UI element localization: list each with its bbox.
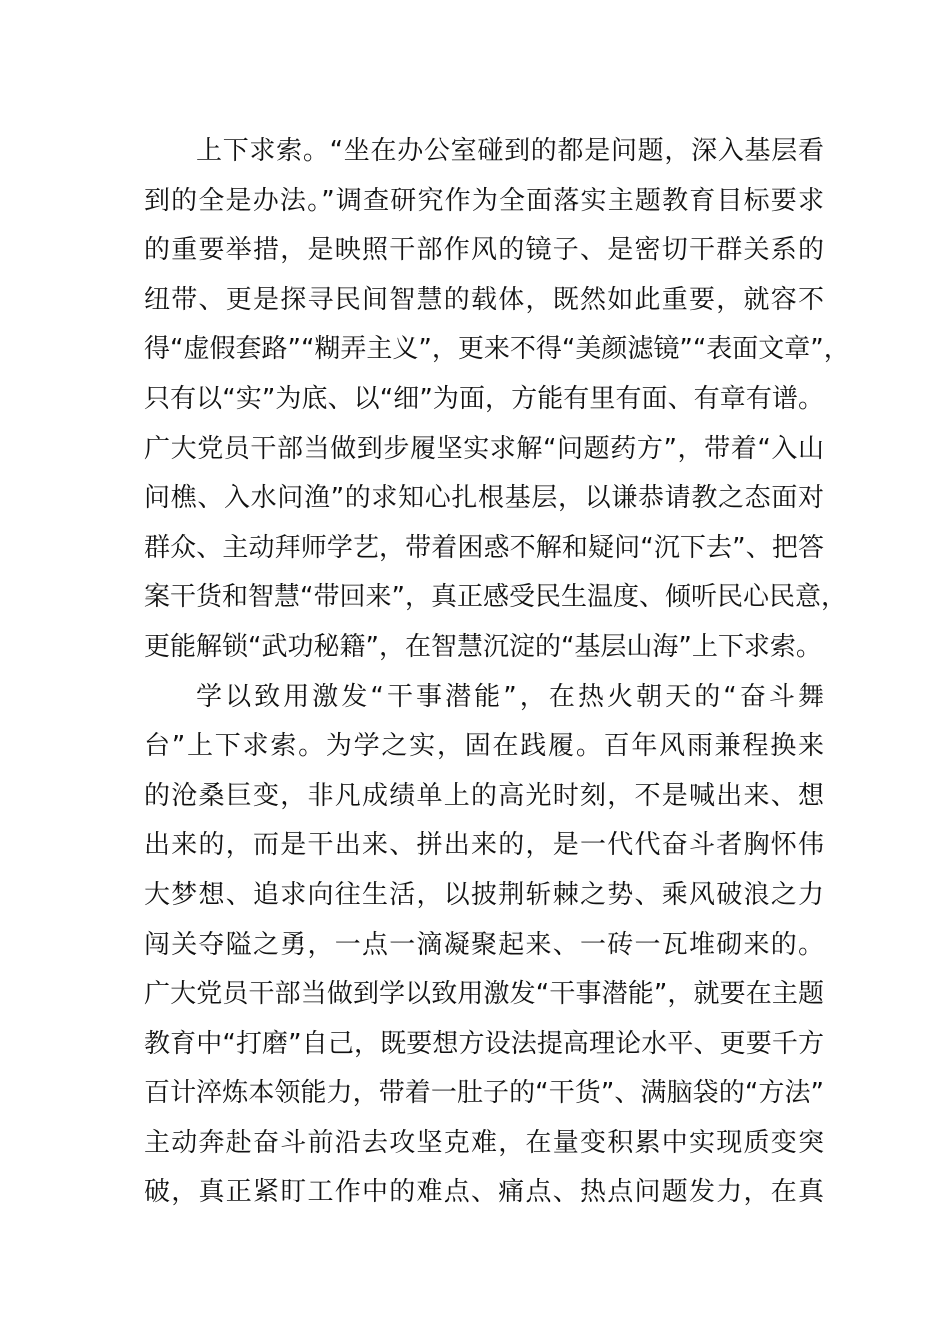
text-line: 上下求索。“坐在办公室碰到的都是问题，深入基层看 [196,136,824,166]
text-line: 案干货和智慧“带回来”，真正感受民生温度、倾听民心民意， [144,582,847,613]
text-line: 问樵、入水问渔”的求知心扎根基层，以谦恭请教之态面对 [144,483,824,514]
text-line: 主动奔赴奋斗前沿去攻坚克难，在量变积累中实现质变突 [144,1127,824,1158]
text-line: 的沧桑巨变，非凡成绩单上的高光时刻，不是喊出来、想 [144,780,824,811]
text-line: 得“虚假套路”“糊弄主义”，更来不得“美颜滤镜”“表面文章”， [144,334,850,365]
paragraph-start-line: 学以致用激发“干事潜能”，在热火朝天的“奋斗舞 [196,681,824,712]
text-line: 广大党员干部当做到步履坚实求解“问题药方”，带着“入山 [144,433,824,464]
text-line: 闯关夺隘之勇，一点一滴凝聚起来、一砖一瓦堆砌来的。 [144,929,824,960]
text-line: 更能解锁“武功秘籍”，在智慧沉淀的“基层山海”上下求索。 [144,631,822,662]
text-line: 教育中“打磨”自己，既要想方设法提高理论水平、更要千方 [144,1028,824,1059]
text-line: 台”上下求索。为学之实，固在践履。百年风雨兼程换来 [144,731,824,762]
text-line: 破，真正紧盯工作中的难点、痛点、热点问题发力，在真 [144,1177,824,1208]
text-line: 大梦想、追求向往生活，以披荆斩棘之势、乘风破浪之力 [144,879,824,910]
text-line: 的重要举措，是映照干部作风的镜子、是密切干群关系的 [144,235,824,266]
body-text [144,127,850,1218]
text-line: 出来的，而是干出来、拼出来的，是一代代奋斗者胸怀伟 [144,830,824,861]
text-line: 广大党员干部当做到学以致用激发“干事潜能”，就要在主题 [144,979,824,1010]
text-line: 群众、主动拜师学艺，带着困惑不解和疑问“沉下去”、把答 [144,532,824,563]
text-line: 只有以“实”为底、以“细”为面，方能有里有面、有章有谱。 [144,383,824,414]
text-line: 百计淬炼本领能力，带着一肚子的“干货”、满脑袋的“方法” [144,1078,824,1109]
text-line: 纽带、更是探寻民间智慧的载体，既然如此重要，就容不 [144,284,824,315]
text-line: 到的全是办法。”调查研究作为全面落实主题教育目标要求 [144,185,824,216]
